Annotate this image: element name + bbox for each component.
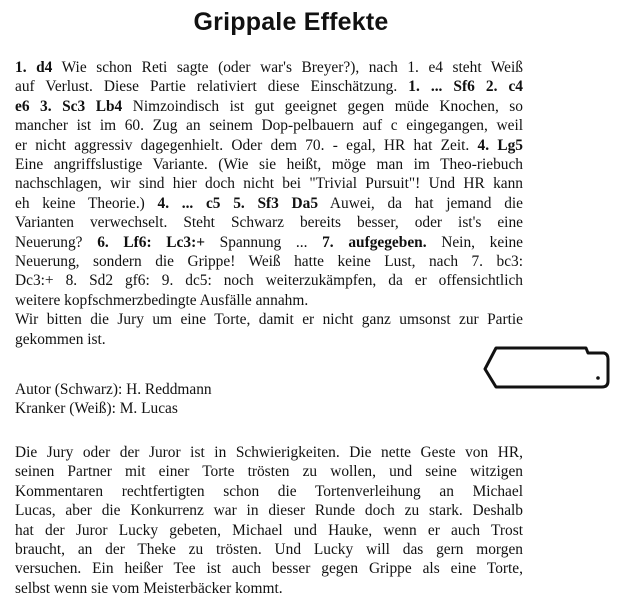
- commentary-line: [15, 77, 523, 96]
- page-title: Grippale Effekte: [193, 8, 389, 36]
- commentary-line: mancher ist im 60. Zug an seinem Dop-pelbauern auf c eingegangen, weil: [15, 117, 523, 135]
- commentary-line: gekommen ist.: [15, 330, 106, 348]
- jury-line: selbst wenn sie vom Meisterbäcker kommt.: [15, 579, 283, 597]
- jury-line: Kommentaren rechtfertigten schon die Tortenverleihung an Michael: [15, 482, 523, 500]
- patient-credit: Kranker (Weiß): M. Lucas: [15, 400, 178, 418]
- credits: [15, 380, 523, 419]
- move: 4. Lg5: [477, 136, 524, 154]
- comment-text: Neuerung?: [15, 233, 98, 251]
- commentary-line: [15, 58, 523, 77]
- move: 4. ... c5: [157, 194, 221, 212]
- move: e6: [15, 97, 30, 115]
- move: 5. Sf3 Da5: [233, 194, 319, 212]
- commentary-line: Varianten verwechselt. Steht Schwarz bereits besser, oder ist's eine: [15, 214, 523, 232]
- commentary-line: Neuerung, sondern die Grippe! Weiß hatte keine Lust, nach 7. bc3:: [15, 253, 523, 271]
- jury-line: braucht, an der Theke zu trösten. Und Lucky will das gern morgen: [15, 541, 523, 559]
- jury-line: versuchen. Ein heißer Tee ist auch besser gegen Grippe als eine Torte,: [15, 560, 523, 578]
- jury-line: Die Jury oder der Juror ist in Schwierigkeiten. Die nette Geste von HR,: [15, 444, 523, 461]
- move: 7. aufgegeben.: [322, 233, 427, 251]
- commentary-line: [15, 233, 523, 252]
- comment-text: Spannung ...: [204, 233, 323, 251]
- game-commentary: [15, 58, 523, 349]
- comment-text: Wie schon Reti sagte (oder war's Breyer?), nach 1. e4 steht Weiß: [52, 59, 523, 76]
- commentary-line: Eine angriffslustige Variante. (Wie sie heißt, möge man im Theo-riebuch: [15, 156, 523, 174]
- commentary-line: [15, 136, 523, 155]
- author-credit: Autor (Schwarz): H. Reddmann: [15, 381, 212, 398]
- commentary-line: nachschlagen, wir sind hier doch nicht bei "Trivial Pursuit"! Und HR kann: [15, 175, 523, 193]
- jury-line: seinen Partner mit einer Torte trösten zu wollen, und seine witzigen: [15, 463, 523, 481]
- comment-text: Auwei, da hat jemand die: [318, 194, 523, 212]
- move: 6. Lf6: Lc3:+: [97, 233, 205, 251]
- move: 3. Sc3 Lb4: [40, 97, 123, 115]
- commentary-line: [15, 194, 523, 213]
- move: 1. ... Sf6: [408, 78, 475, 96]
- comment-text: auf Verlust. Diese Partie relativiert diese Einschätzung.: [15, 78, 409, 96]
- commentary-line: [15, 97, 523, 116]
- comment-text: Nein, keine: [426, 233, 523, 251]
- comment-text: eh keine Theorie.): [15, 194, 158, 212]
- commentary-line: Dc3:+ 8. Sd2 gf6: 9. dc5: noch weiterzukämpfen, da er offensichtlich: [15, 272, 523, 290]
- move: 2. c4: [485, 78, 523, 96]
- comment-text: er nicht aggressiv dagegenhielt. Oder dem 70. - egal, HR hat Zeit.: [15, 136, 478, 154]
- jury-line: hat der Juror Lucky gebeten, Michael und Hauke, wenn er auch Trost: [15, 521, 523, 539]
- jury-comment: [15, 443, 523, 598]
- comment-text: Nimzoindisch ist gut geeignet gegen müde Knochen, so: [122, 97, 523, 115]
- jury-line: Lucas, aber die Konkurrenz war in dieser Runde doch zu stark. Deshalb: [15, 502, 523, 520]
- commentary-line: Wir bitten die Jury um eine Torte, damit er nicht ganz umsonst zur Partie: [15, 311, 523, 329]
- move: 1. d4: [15, 59, 53, 76]
- commentary-line: weitere kopfschmerzbedingte Ausfälle annahm.: [15, 291, 309, 309]
